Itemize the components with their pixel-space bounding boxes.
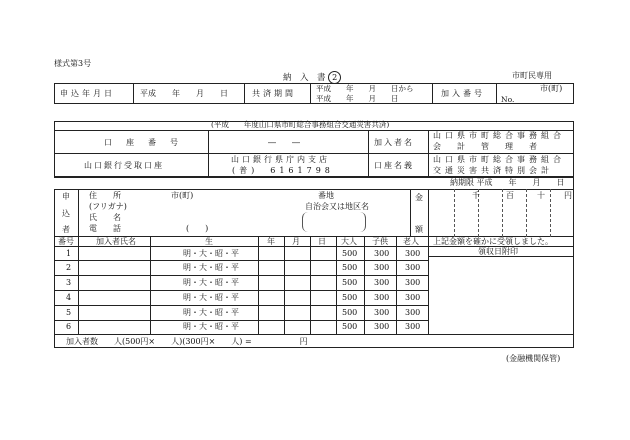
fund-banner: (平成 年度山口県市町総合事務組合交通災害共済)	[211, 120, 390, 129]
row-4-adult: 500	[342, 293, 358, 302]
furigana-label: (フリガナ)	[89, 202, 127, 211]
col-header-birth: 生	[205, 237, 213, 246]
row-1-number: 1	[66, 249, 72, 258]
col-header-senior: 老人	[403, 237, 419, 246]
phone-area-code[interactable]: ( )	[186, 224, 209, 233]
applicant-side-label-3: 者	[62, 225, 70, 234]
district-input[interactable]	[302, 212, 366, 232]
row-1-senior: 300	[405, 249, 421, 258]
row-2-child: 300	[374, 263, 390, 272]
apply-date-label: 申込年月日	[60, 89, 115, 98]
applicant-side-label-2: 込	[62, 209, 70, 218]
receipt-confirmation: 上記金額を確かに受領しました。	[433, 237, 553, 246]
account-holder-label: 加入者名	[374, 138, 414, 147]
amount-unit-yen: 円	[564, 191, 572, 200]
row-6-senior: 300	[405, 322, 421, 331]
row-5-era[interactable]: 明・大・昭・平	[183, 308, 239, 317]
account-number-label: 口 座 番 号	[104, 138, 181, 147]
bank-branch: 山口銀行県庁内支店	[231, 155, 330, 164]
form-number: 様式第3号	[54, 59, 92, 68]
row-4-number: 4	[66, 293, 72, 302]
row-4-senior: 300	[405, 293, 421, 302]
row-3-number: 3	[66, 278, 72, 287]
address-label: 住 所	[89, 191, 121, 200]
amount-unit-hundred: 百	[506, 191, 514, 200]
period-to[interactable]: 平成 年 月 日	[316, 94, 399, 103]
account-name-label: 口座名義	[374, 161, 414, 170]
col-header-year: 年	[267, 237, 275, 246]
payment-deadline[interactable]: 納期限 平成 年 月 日	[450, 178, 565, 187]
address-banchi: 番地	[318, 191, 334, 200]
member-count-total[interactable]: 加入者数 人(500円× 人)(300円× 人) = 円	[66, 337, 308, 346]
bank-account-number: (普) 6161798	[232, 166, 334, 175]
row-2-senior: 300	[405, 263, 421, 272]
row-1-adult: 500	[342, 249, 358, 258]
receipt-stamp-label: 領収日附印	[478, 247, 518, 256]
applicant-side-label-1: 申	[62, 192, 70, 201]
bank-account-label: 山口銀行受取口座	[84, 161, 164, 170]
receipt-stamp-area[interactable]	[430, 257, 572, 333]
row-4-era[interactable]: 明・大・昭・平	[183, 293, 239, 302]
member-number-label: 加入番号	[441, 89, 485, 98]
row-5-number: 5	[66, 308, 72, 317]
amount-unit-thousand: 千	[472, 191, 480, 200]
row-5-senior: 300	[405, 308, 421, 317]
col-header-adult: 大人	[341, 237, 357, 246]
copy-number-circle: 2	[328, 71, 341, 84]
period-from[interactable]: 平成 年 月 日から	[316, 84, 414, 93]
usage-label: 市町民専用	[512, 71, 552, 80]
col-header-day: 日	[318, 237, 326, 246]
col-header-child: 子供	[372, 237, 388, 246]
row-6-number: 6	[66, 322, 72, 331]
amount-label-bottom: 額	[415, 225, 423, 234]
row-5-adult: 500	[342, 308, 358, 317]
row-1-child: 300	[374, 249, 390, 258]
account-holder-line1: 山口県市町総合事務組合	[433, 131, 565, 140]
account-number-value: ― ―	[268, 138, 300, 147]
name-label: 氏 名	[89, 213, 121, 222]
phone-label: 電 話	[89, 224, 121, 233]
row-5-child: 300	[374, 308, 390, 317]
col-header-month: 月	[292, 237, 300, 246]
row-3-senior: 300	[405, 278, 421, 287]
account-holder-line2: 会 計 管 理 者	[433, 142, 541, 151]
col-header-member-name: 加入者氏名	[96, 237, 136, 246]
amount-label-top: 金	[415, 193, 423, 202]
row-6-adult: 500	[342, 322, 358, 331]
amount-unit-ten: 十	[537, 191, 545, 200]
row-3-era[interactable]: 明・大・昭・平	[183, 278, 239, 287]
account-name-line1: 山口県市町総合事務組合	[433, 155, 565, 164]
row-2-number: 2	[66, 263, 72, 272]
form-title-text: 納 入 書	[283, 73, 326, 83]
row-3-adult: 500	[342, 278, 358, 287]
city-suffix: 市(町)	[540, 84, 563, 93]
row-4-child: 300	[374, 293, 390, 302]
district-label: 自治会又は地区名	[305, 202, 369, 211]
period-label: 共済期間	[252, 89, 296, 98]
col-header-number: 番号	[58, 237, 74, 246]
apply-date-value[interactable]: 平成 年 月 日	[140, 89, 228, 98]
row-6-era[interactable]: 明・大・昭・平	[183, 322, 239, 331]
row-2-adult: 500	[342, 263, 358, 272]
row-1-era[interactable]: 明・大・昭・平	[183, 249, 239, 258]
number-label: No.	[501, 95, 515, 104]
row-3-child: 300	[374, 278, 390, 287]
account-name-line2: 交通災害共済特別会計	[433, 166, 553, 175]
row-2-era[interactable]: 明・大・昭・平	[183, 263, 239, 272]
address-city: 市(町)	[171, 191, 194, 200]
footer-note: (金融機関保管)	[506, 354, 561, 363]
row-6-child: 300	[374, 322, 390, 331]
